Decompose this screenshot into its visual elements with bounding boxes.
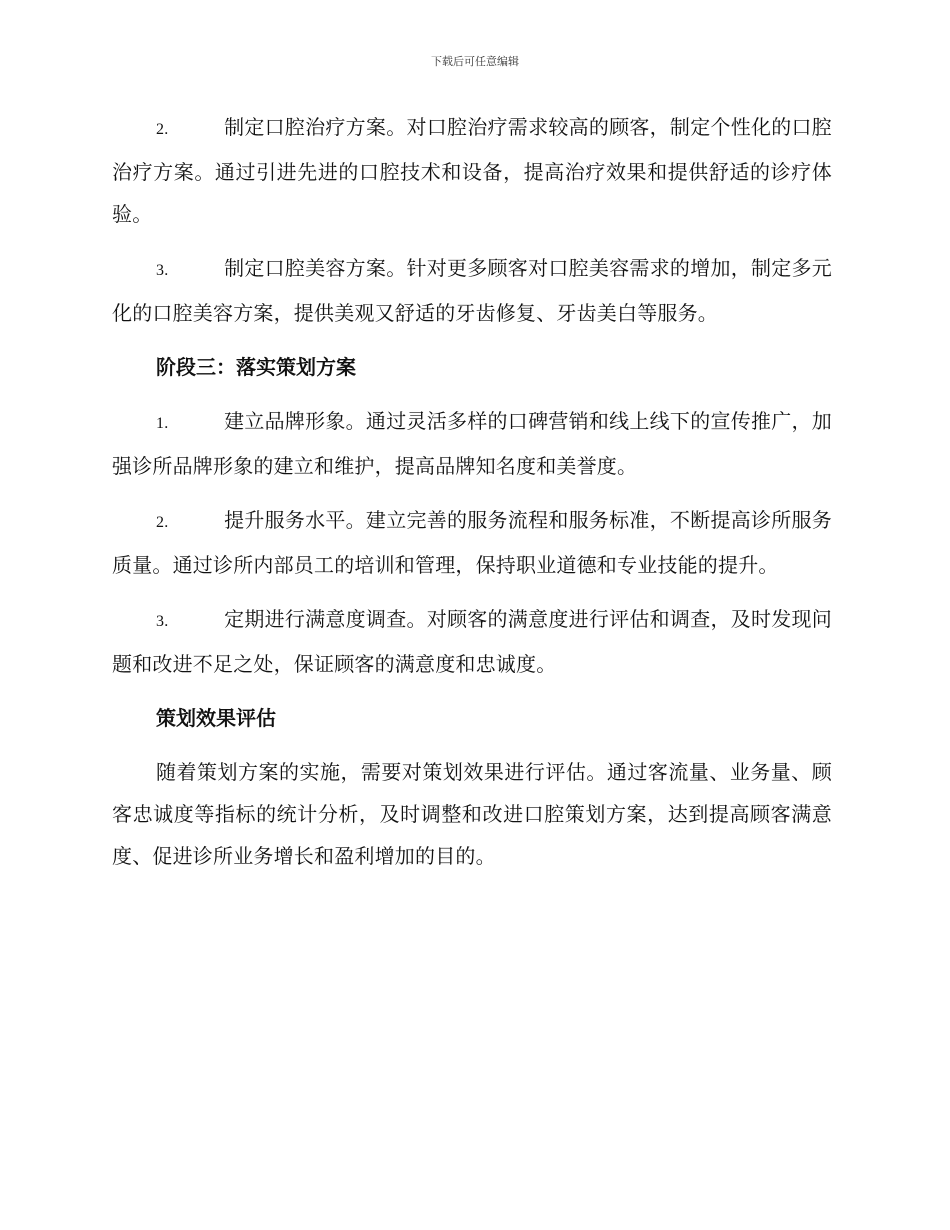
list-item: [112, 247, 832, 334]
body-paragraph: 随着策划方案的实施，需要对策划效果进行评估。通过客流量、业务量、顾客忠诚度等指标的统计分析，及时调整和改进口腔策划方案，达到提高顾客满意度、促进诊所业务增长和盈利增加的目的。: [112, 760, 832, 868]
header-note: 下载后可任意编辑: [431, 55, 519, 68]
list-item: [112, 106, 832, 235]
list-text: 制定口腔美容方案。针对更多顾客对口腔美容需求的增加，制定多元化的口腔美容方案，提供美观又舒适的牙齿修复、牙齿美白等服务。: [112, 256, 832, 325]
list-number: 3.: [156, 262, 169, 279]
list-number: 1.: [156, 415, 169, 432]
list-number: 3.: [156, 613, 169, 630]
list-text: 提升服务水平。建立完善的服务流程和服务标准，不断提高诊所服务质量。通过诊所内部员工的培训和管理，保持职业道德和专业技能的提升。: [112, 508, 832, 577]
list-number: 2.: [156, 121, 169, 138]
list-item: [112, 598, 832, 685]
list-text: 制定口腔治疗方案。对口腔治疗需求较高的顾客，制定个性化的口腔治疗方案。通过引进先进的口腔技术和设备，提高治疗效果和提供舒适的诊疗体验。: [112, 115, 832, 226]
list-number: 2.: [156, 514, 169, 531]
document-body: [112, 106, 832, 889]
list-text: 建立品牌形象。通过灵活多样的口碑营销和线上线下的宣传推广，加强诊所品牌形象的建立和维护，提高品牌知名度和美誉度。: [112, 409, 832, 478]
section-heading-phase3: 阶段三：落实策划方案: [156, 355, 356, 379]
list-item: [112, 400, 832, 487]
list-item: [112, 499, 832, 586]
section-heading-evaluation: 策划效果评估: [156, 706, 276, 730]
list-text: 定期进行满意度调查。对顾客的满意度进行评估和调查，及时发现问题和改进不足之处，保证顾客的满意度和忠诚度。: [112, 607, 832, 676]
